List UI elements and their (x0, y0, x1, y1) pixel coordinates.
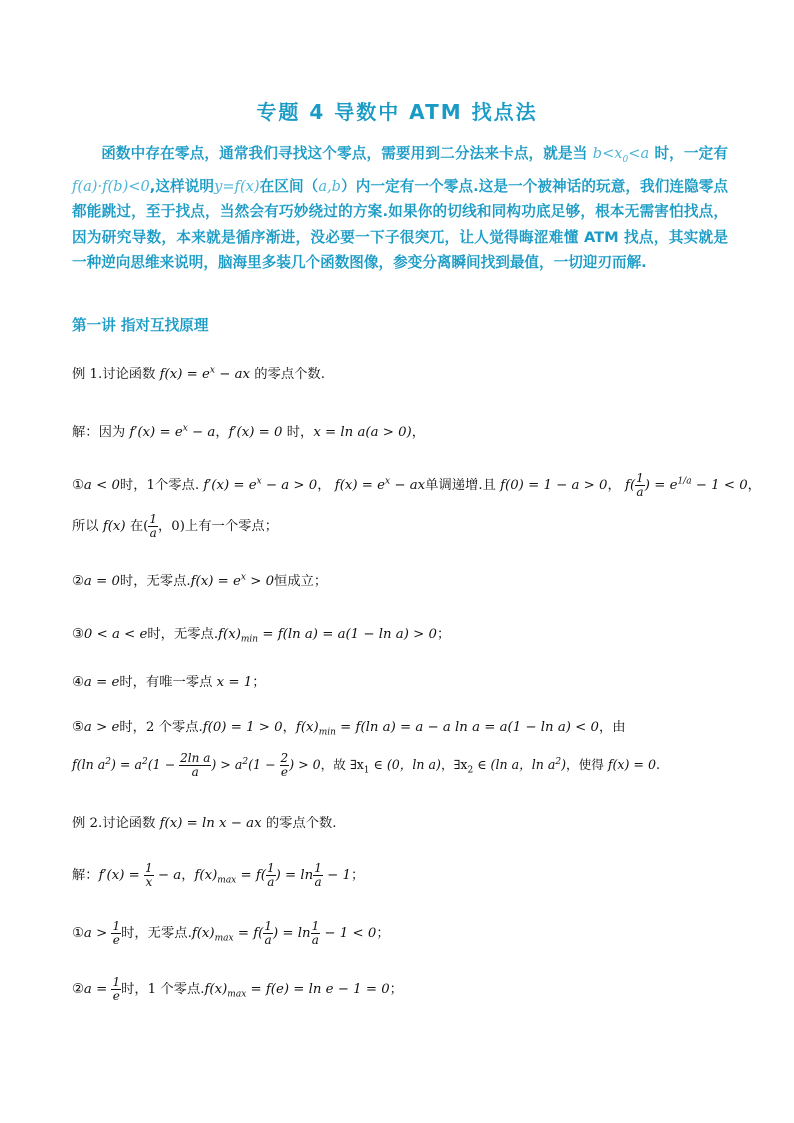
example-1-case-4: ④a = e时，有唯一零点 x = 1； (72, 675, 266, 690)
example-1-question: 例 1.讨论函数 $f(x) = e^x$ − ax 的零点个数. (72, 365, 325, 382)
lecture-heading: 第一讲 指对互找原理 (72, 317, 209, 334)
intro-paragraph: 函数中存在零点，通常我们寻找这个零点，需要用到二分法来卡点，就是当 $b<x_0<a$ 时，一定有f(a)·f(b)<0,这样说明y=f(x)在区间（a,b）内一定有一个零点.这是一个被神话的玩意，我们连隐零点都能跳过，至于找点，当然会有巧妙绕过的方案.如果你的切线和同构功底足够，根本无需害怕找点，因为研究导数，本来就是循序渐进，没必要一下子很突兀，让人觉得晦涩难懂 ATM 找点，其实就是一种逆向思维来说明，脑海里多装几个函数图像，参变分离瞬间找到最值，一切迎刃而解. (72, 145, 728, 272)
page-title: 专题 4 导数中 ATM 找点法 (256, 100, 538, 124)
example-2-solution-intro: 解：f′(x) = $\frac{1}{x}$ − a，$f(x)_{max} = f$( $\frac{1}{a}$ ) = ln $\frac{1}{a}$ − 1； (72, 861, 365, 889)
example-1-case-1-line-2: 所以 f(x) 在( $\frac{1}{a}$ ，0)上有一个零点； (72, 512, 279, 540)
example-2-question: 例 2.讨论函数 f(x) = ln x − ax 的零点个数. (72, 816, 337, 831)
example-2-case-2: ②a = $\frac{1}{e}$ 时，1 个零点$.f(x)_{max} = f(e) = \ln e - 1 = 0$； (72, 975, 403, 1003)
example-1-case-5: ⑤a > e时，2 个零点.f(0) = 1 > 0，$f(x)_{min} = f(\ln$ a) = a − a ln a = a(1 − ln a) < 0，由 (72, 720, 626, 738)
example-1-case-2: ②a = 0时，无零点$.f(x) = e^x > 0$恒成立； (72, 572, 328, 589)
example-1-case-5-line-2: f(ln $a^2) = a^2(1$ − $\frac{\text{2ln a}}{a}$ ) > $a^2(1$ − $\frac{2}{e}$ ) > 0，故 $\exists x_1$ ∈ (0，ln a)，$\exists x_2$ ∈ (ln a，$\ln a^2$)，使得 f(x) = 0. (72, 751, 660, 779)
example-1-solution-intro: 解：因为 $f'(x) = e^x - a$，f′(x) = 0 时，x = ln a(a > 0)， (72, 423, 426, 440)
example-1-case-1: ①a < 0时，1个零点. $f'(x) = e^x - a > 0$， $f(x) = e^x$ − ax单调递增.且 f(0) = 1 − a > 0， f( $\frac{1}{a}$ ) = $e^{1/a} - 1 < 0$， (72, 471, 761, 499)
example-2-case-1: ①a > $\frac{1}{e}$ 时，无零点$.f(x)_{max} = f$( $\frac{1}{a}$ ) = ln $\frac{1}{a}$ − 1 < 0； (72, 919, 390, 947)
example-1-case-3: ③0 < a < e时，无零点$.f(x)_{min} = f(\ln$ a) = a(1 − ln a) > 0； (72, 627, 451, 645)
